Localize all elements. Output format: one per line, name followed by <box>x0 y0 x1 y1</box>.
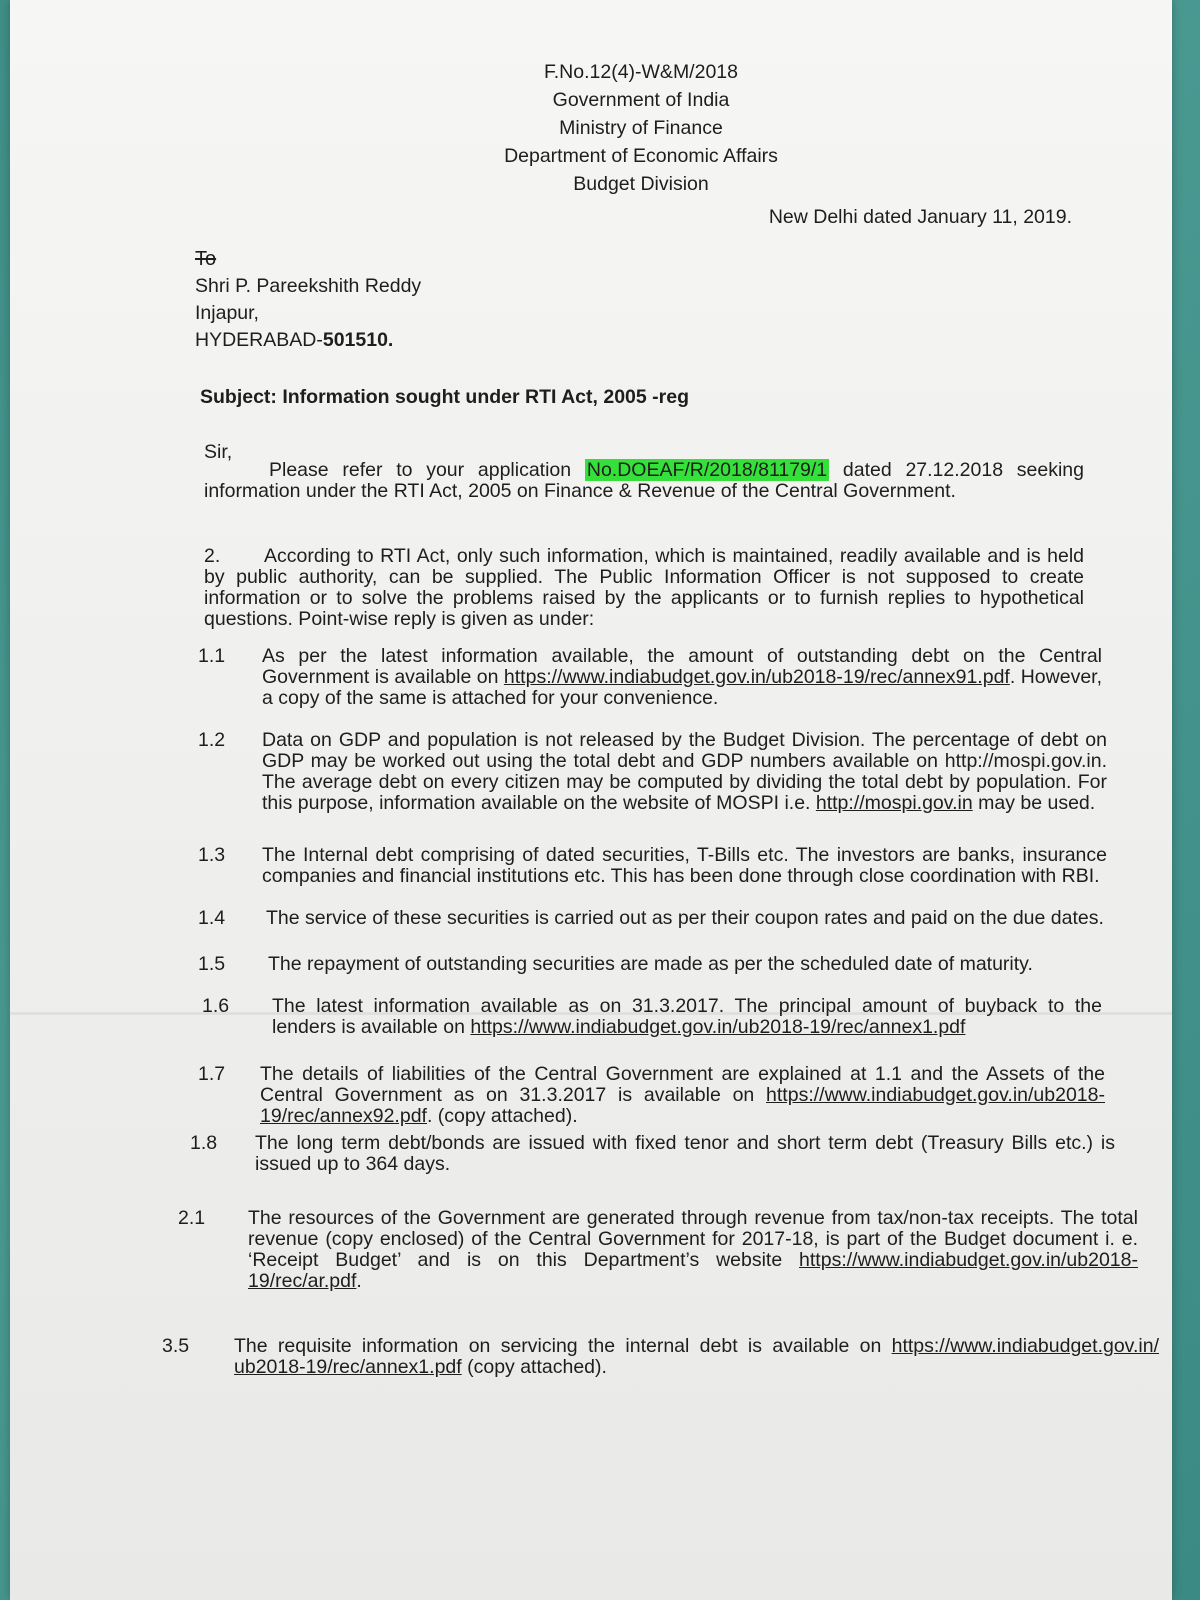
item-link[interactable]: https://www.indiabudget.gov.in/ ub2018-19/rec/annex1.pdf <box>234 1335 1159 1378</box>
item-text-end: . However, a copy of the same is attached for your convenience. <box>262 666 1102 709</box>
reply-item <box>198 845 1107 887</box>
item-text <box>272 996 1102 1038</box>
division-line: Budget Division <box>573 173 709 195</box>
letter-content <box>10 0 1172 1600</box>
item-text <box>266 908 1111 929</box>
item-text <box>262 845 1107 887</box>
recipient-city <box>195 327 421 354</box>
item-text-start: Data on GDP and population is not released by the Budget Division. The percentage of debt on GDP may be worked out using the total debt and GDP numbers available on http://mospi.gov.in. The average debt on every citizen may be computed by dividing the total debt by population. For this purpose, information available on the website of MOSPI i.e. <box>262 729 1107 814</box>
item-link[interactable]: https://www.indiabudget.gov.in/ub2018-19/rec/annex91.pdf <box>503 666 1010 688</box>
government-line: Government of India <box>552 89 730 111</box>
recipient-address <box>195 246 421 354</box>
city-name: HYDERABAD- <box>195 329 323 351</box>
reply-item <box>178 1208 1138 1292</box>
paragraph-1 <box>204 460 1084 502</box>
item-text <box>255 1133 1115 1175</box>
item-text-end: . <box>356 1270 362 1292</box>
item-number: 3.5 <box>162 1335 190 1357</box>
item-text-start: The service of these securities is carried out as per their coupon rates and paid on the due dates. <box>266 907 1104 929</box>
item-text-start: The long term debt/bonds are issued with fixed tenor and short term debt (Treasury Bills etc.) is issued up to 364 days. <box>255 1132 1115 1175</box>
subject-line: Subject: Information sought under RTI Act, 2005 -reg <box>200 386 689 408</box>
item-number: 1.5 <box>198 953 226 975</box>
department-line: Department of Economic Affairs <box>504 145 778 167</box>
letter-header <box>10 58 1200 198</box>
item-number: 1.3 <box>198 844 226 866</box>
recipient-place: Injapur, <box>195 302 259 324</box>
file-number: F.No.12(4)-W&M/2018 <box>544 61 738 83</box>
para1-text-end: dated 27.12.2018 seeking information under the RTI Act, 2005 on Finance & Revenue of the Central Government. <box>204 459 1084 502</box>
to-label: To <box>195 248 217 270</box>
item-number: 1.8 <box>190 1132 218 1154</box>
item-number: 1.7 <box>198 1063 226 1085</box>
para2-text: According to RTI Act, only such information, which is maintained, readily available and is held by public authority, can be supplied. The Public Information Officer is not supposed to create information or to solve the problems raised by the applicants or to furnish replies to hypothetical questions. Point-wise reply is given as under: <box>204 545 1084 630</box>
para2-number: 2. <box>204 545 221 567</box>
item-text <box>248 1208 1138 1292</box>
reply-item <box>198 954 1113 975</box>
reply-item <box>198 646 1102 709</box>
item-text <box>262 646 1102 709</box>
item-text-start: The details of liabilities of the Central Government are explained at 1.1 and the Assets of the Central Government as on 31.3.2017 is available on <box>260 1063 1105 1106</box>
item-text <box>268 954 1113 975</box>
reply-item <box>190 1133 1115 1175</box>
item-text <box>262 730 1107 814</box>
letter-date: New Delhi dated January 11, 2019. <box>768 206 1072 228</box>
item-number: 1.2 <box>198 729 226 751</box>
item-text-end: (copy attached). <box>461 1356 607 1378</box>
item-link[interactable]: https://www.indiabudget.gov.in/ub2018-19/rec/annex1.pdf <box>470 1016 966 1038</box>
item-text <box>260 1064 1105 1127</box>
item-number: 1.4 <box>198 907 226 929</box>
item-number: 1.6 <box>202 995 230 1017</box>
reply-item <box>198 1064 1105 1127</box>
reply-item <box>198 908 1111 929</box>
item-link[interactable]: https://www.indiabudget.gov.in/ub2018-19/rec/ar.pdf <box>248 1249 1138 1292</box>
item-text <box>234 1336 1159 1378</box>
salutation: Sir, <box>204 441 233 463</box>
item-text-start: The latest information available as on 31.3.2017. The principal amount of buyback to the lenders is available on <box>272 995 1102 1038</box>
item-text-start: The Internal debt comprising of dated securities, T-Bills etc. The investors are banks, insurance companies and financial institutions etc. This has been done through close coordination with RBI. <box>262 844 1107 887</box>
item-text-start: The repayment of outstanding securities are made as per the scheduled date of maturity. <box>268 953 1033 975</box>
item-number: 1.1 <box>198 645 226 667</box>
item-text-start: The resources of the Government are generated through revenue from tax/non-tax receipts. The total revenue (copy enclosed) of the Central Government for 2017-18, is part of the Budget document i. e. ‘Receipt Budget’ and is on this Department’s website <box>248 1207 1138 1271</box>
item-text-end: may be used. <box>972 792 1096 814</box>
paragraph-2 <box>204 546 1084 630</box>
application-number: No.DOEAF/R/2018/81179/1 <box>586 459 828 481</box>
item-text-end: . (copy attached). <box>426 1105 578 1127</box>
recipient-name: Shri P. Pareekshith Reddy <box>195 275 422 297</box>
para1-text-start: Please refer to your application <box>269 459 585 481</box>
reply-item <box>198 730 1107 814</box>
item-text-start: As per the latest information available, the amount of outstanding debt on the Central Government is available on <box>262 645 1102 688</box>
item-number: 2.1 <box>178 1207 206 1229</box>
reply-item <box>162 1336 1159 1378</box>
reply-item <box>202 996 1102 1038</box>
pin-code: 501510. <box>322 329 394 351</box>
item-link[interactable]: https://www.indiabudget.gov.in/ub2018-19/rec/annex92.pdf <box>260 1084 1105 1127</box>
item-text-start: The requisite information on servicing the internal debt is available on <box>234 1335 892 1357</box>
item-link[interactable]: http://mospi.gov.in <box>815 792 973 814</box>
ministry-line: Ministry of Finance <box>559 117 723 139</box>
